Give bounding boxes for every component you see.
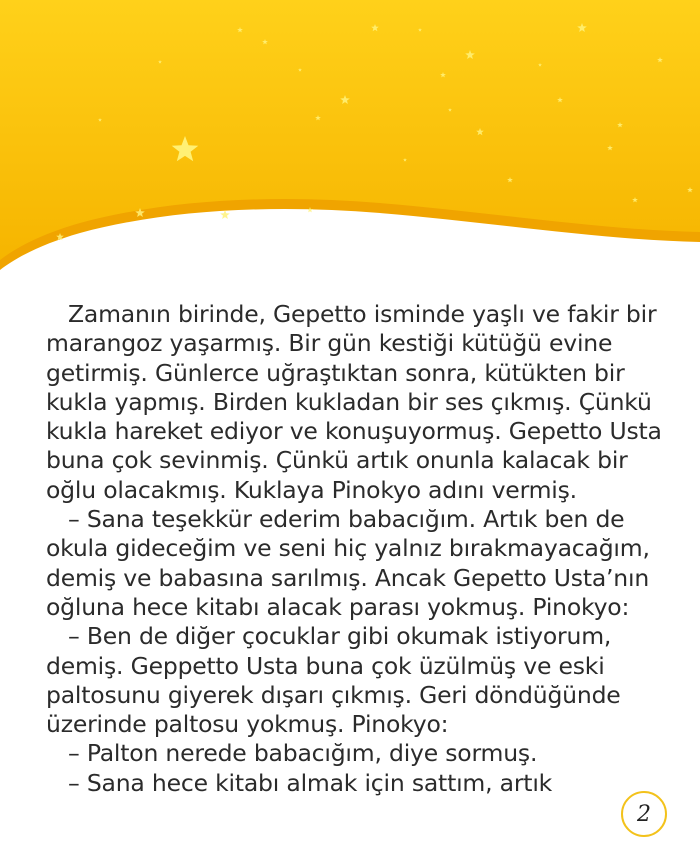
- story-line: buna çok sevinmiş. Çünkü artık onunla kalacak bir: [46, 446, 628, 475]
- page-number: 2: [637, 801, 651, 827]
- dialogue-line: – Sana hece kitabı almak için sattım, artık: [68, 768, 553, 797]
- page-number-badge: [621, 791, 667, 837]
- story-line: demiş. Geppetto Usta buna çok üzülmüş ve eski: [46, 651, 605, 680]
- yellow-starry-banner: [0, 0, 700, 300]
- dialogue-line: – Sana teşekkür ederim babacığım. Artık ben de: [68, 505, 625, 534]
- story-line: oğlu olacakmış. Kuklaya Pinokyo adını vermiş.: [46, 475, 577, 504]
- story-line: kukla hareket ediyor ve konuşuyormuş. Gepetto Usta: [46, 417, 662, 446]
- story-text: [46, 300, 686, 798]
- story-line: demiş ve babasına sarılmış. Ancak Gepetto Usta’nın: [46, 563, 650, 592]
- story-line: paltosunu giyerek dışarı çıkmış. Geri döndüğünde: [46, 680, 621, 709]
- story-line: Zamanın birinde, Gepetto isminde yaşlı ve fakir bir: [68, 300, 657, 328]
- story-line: oğluna hece kitabı alacak parası yokmuş. Pinokyo:: [46, 592, 630, 621]
- story-line: getirmiş. Günlerce uğraştıktan sonra, kütükten bir: [46, 358, 625, 387]
- dialogue-line: – Palton nerede babacığım, diye sormuş.: [68, 739, 538, 768]
- story-line: kukla yapmış. Birden kukladan bir ses çıkmış. Çünkü: [46, 387, 652, 416]
- dialogue-line: – Ben de diğer çocuklar gibi okumak istiyorum,: [68, 622, 612, 651]
- story-line: üzerinde paltosu yokmuş. Pinokyo:: [46, 710, 449, 739]
- story-line: marangoz yaşarmış. Bir gün kestiği kütüğü evine: [46, 329, 613, 358]
- story-line: okula gideceğim ve seni hiç yalnız bırakmayacağım,: [46, 534, 650, 563]
- star-icon: [220, 210, 230, 219]
